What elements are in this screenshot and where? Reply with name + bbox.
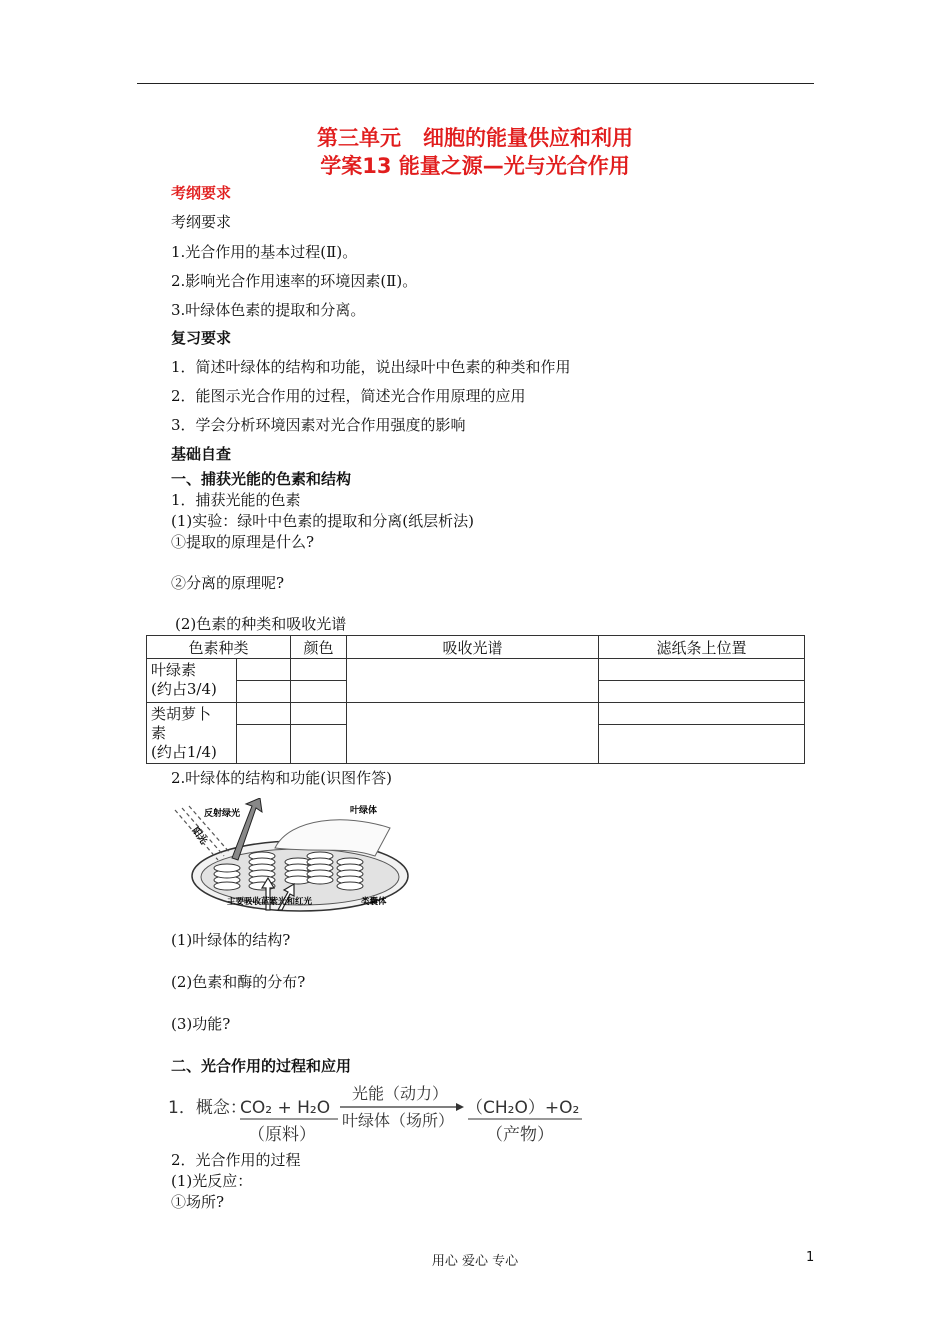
blank-cell[interactable] bbox=[599, 703, 805, 725]
label-chloroplast: 叶绿体 bbox=[350, 806, 378, 816]
review-heading: 复习要求 bbox=[171, 329, 232, 347]
question: (1)叶绿体的结构? bbox=[171, 931, 291, 949]
section1-heading: 一、捕获光能的色素和结构 bbox=[171, 470, 352, 488]
basics-heading: 基础自查 bbox=[171, 445, 232, 463]
label-thylakoid: 类囊体 bbox=[361, 897, 387, 907]
pigment-name: 叶绿素 bbox=[151, 661, 197, 679]
blank-cell[interactable] bbox=[347, 659, 599, 703]
pigment-name-cell bbox=[147, 659, 237, 703]
table-row bbox=[147, 703, 805, 725]
table-header-row bbox=[147, 636, 805, 659]
question: ①提取的原理是什么? bbox=[171, 533, 315, 551]
page-number: 1 bbox=[806, 1250, 815, 1265]
pigment-table bbox=[146, 635, 805, 764]
unit-title: 第三单元 细胞的能量供应和利用 bbox=[317, 126, 633, 150]
review-item: 2．能图示光合作用的过程，简述光合作用原理的应用 bbox=[171, 387, 526, 405]
question: (3)功能? bbox=[171, 1015, 231, 1033]
photosynthesis-equation bbox=[168, 1082, 588, 1148]
table-header: 吸收光谱 bbox=[347, 636, 599, 659]
label-sunlight: 阳光 bbox=[189, 825, 209, 847]
review-item: 1．简述叶绿体的结构和功能，说出绿叶中色素的种类和作用 bbox=[171, 358, 571, 376]
page-footer: 用心 爱心 专心 bbox=[431, 1254, 519, 1269]
label-absorb-blue-red: 主要吸收蓝紫光和红光 bbox=[227, 897, 313, 907]
question: ①场所? bbox=[171, 1193, 225, 1211]
equation-reactants: CO₂ + H₂O bbox=[240, 1098, 331, 1118]
chloroplast-diagram bbox=[170, 798, 415, 913]
syllabus-heading: 考纲要求 bbox=[171, 213, 232, 231]
blank-cell[interactable] bbox=[237, 703, 291, 725]
syllabus-item: 3.叶绿体色素的提取和分离。 bbox=[171, 301, 366, 319]
blank-cell[interactable] bbox=[599, 681, 805, 703]
equation-prefix: 1．概念： bbox=[168, 1098, 247, 1118]
equation-products: （CH₂O）+O₂ bbox=[466, 1098, 580, 1118]
equation-raw-label: （原料） bbox=[248, 1125, 316, 1145]
review-item: 3．学会分析环境因素对光合作用强度的影响 bbox=[171, 416, 466, 434]
experiment-line: (1)实验：绿叶中色素的提取和分离(纸层析法) bbox=[171, 512, 474, 530]
subheading: 1．捕获光能的色素 bbox=[171, 491, 301, 509]
case-title: 学案13 能量之源—光与光合作用 bbox=[320, 154, 630, 178]
pigment-share: (约占3/4) bbox=[151, 680, 217, 698]
question: (2)色素和酶的分布? bbox=[171, 973, 306, 991]
chloroplast-heading: 2.叶绿体的结构和功能(识图作答) bbox=[171, 769, 393, 787]
pigment-name: 素 bbox=[151, 724, 167, 742]
pigment-name: 类胡萝卜 bbox=[151, 705, 212, 723]
table-header: 色素种类 bbox=[147, 636, 291, 659]
syllabus-item: 2.影响光合作用速率的环境因素(Ⅱ)。 bbox=[171, 272, 418, 290]
blank-cell[interactable] bbox=[291, 681, 347, 703]
blank-cell[interactable] bbox=[599, 725, 805, 764]
table-row bbox=[147, 659, 805, 681]
pigment-name-cell bbox=[147, 703, 237, 764]
syllabus-heading-red: 考纲要求 bbox=[171, 184, 232, 202]
blank-cell[interactable] bbox=[291, 725, 347, 764]
blank-cell[interactable] bbox=[237, 681, 291, 703]
label-reflected-green: 反射绿光 bbox=[204, 809, 241, 819]
blank-cell[interactable] bbox=[347, 703, 599, 764]
equation-condition-above: 光能（动力） bbox=[352, 1084, 449, 1103]
header-rule bbox=[137, 83, 814, 84]
blank-cell[interactable] bbox=[599, 659, 805, 681]
blank-cell[interactable] bbox=[237, 725, 291, 764]
table-caption: (2)色素的种类和吸收光谱 bbox=[175, 615, 347, 633]
reaction-arrow-head bbox=[456, 1103, 464, 1111]
table-header: 颜色 bbox=[291, 636, 347, 659]
equation-product-label: （产物） bbox=[486, 1125, 554, 1145]
syllabus-item: 1.光合作用的基本过程(Ⅱ)。 bbox=[171, 243, 358, 261]
pigment-share: (约占1/4) bbox=[151, 743, 217, 761]
question: ②分离的原理呢? bbox=[171, 574, 285, 592]
section2-heading: 二、光合作用的过程和应用 bbox=[171, 1057, 352, 1075]
table-header: 滤纸条上位置 bbox=[599, 636, 805, 659]
blank-cell[interactable] bbox=[291, 659, 347, 681]
subheading: (1)光反应： bbox=[171, 1172, 253, 1190]
blank-cell[interactable] bbox=[291, 703, 347, 725]
subheading: 2．光合作用的过程 bbox=[171, 1151, 301, 1169]
blank-cell[interactable] bbox=[237, 659, 291, 681]
equation-condition-below: 叶绿体（场所） bbox=[342, 1111, 455, 1130]
